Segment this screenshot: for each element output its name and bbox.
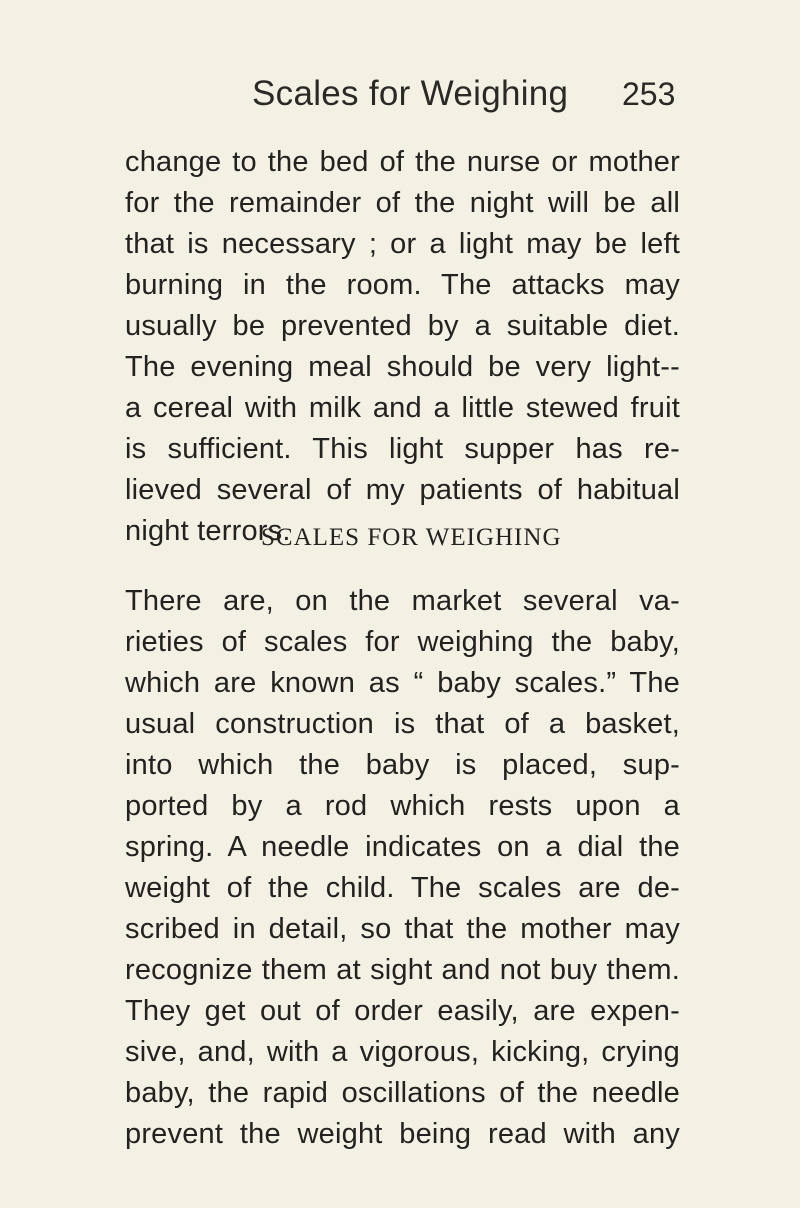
text-line: spring. A needle indicates on a dial the bbox=[125, 831, 680, 863]
text-line: weight of the child. The scales are de- bbox=[125, 872, 680, 904]
text-line: prevent the weight being read with any bbox=[125, 1118, 680, 1150]
text-line: The evening meal should be very light-- bbox=[125, 351, 680, 383]
text-line: baby, the rapid oscillations of the needle bbox=[125, 1077, 680, 1109]
text-line: There are, on the market several va- bbox=[125, 585, 680, 617]
text-line: into which the baby is placed, sup- bbox=[125, 749, 680, 781]
text-line: scribed in detail, so that the mother may bbox=[125, 913, 680, 945]
page-number: 253 bbox=[622, 76, 676, 112]
running-title: Scales for Weighing bbox=[252, 74, 569, 113]
text-line: a cereal with milk and a little stewed fruit bbox=[125, 392, 680, 424]
text-line: burning in the room. The attacks may bbox=[125, 269, 680, 301]
text-line: usual construction is that of a basket, bbox=[125, 708, 680, 740]
text-line: sive, and, with a vigorous, kicking, crying bbox=[125, 1036, 680, 1068]
text-line: lieved several of my patients of habitual bbox=[125, 474, 680, 506]
text-line: rieties of scales for weighing the baby, bbox=[125, 626, 680, 658]
text-line: for the remainder of the night will be all bbox=[125, 187, 680, 219]
text-line: recognize them at sight and not buy them. bbox=[125, 954, 680, 986]
text-line: night terrors. bbox=[125, 515, 291, 547]
text-line: that is necessary ; or a light may be left bbox=[125, 228, 680, 260]
text-line: change to the bed of the nurse or mother bbox=[125, 146, 680, 178]
text-line: They get out of order easily, are expen- bbox=[125, 995, 680, 1027]
text-line: ported by a rod which rests upon a bbox=[125, 790, 680, 822]
text-line: usually be prevented by a suitable diet. bbox=[125, 310, 680, 342]
section-heading-text: SCALES FOR WEIGHING bbox=[261, 524, 562, 551]
text-line: is sufficient. This light supper has re- bbox=[125, 433, 680, 465]
running-head bbox=[0, 70, 800, 120]
text-line: which are known as “ baby scales.” The bbox=[125, 667, 680, 699]
